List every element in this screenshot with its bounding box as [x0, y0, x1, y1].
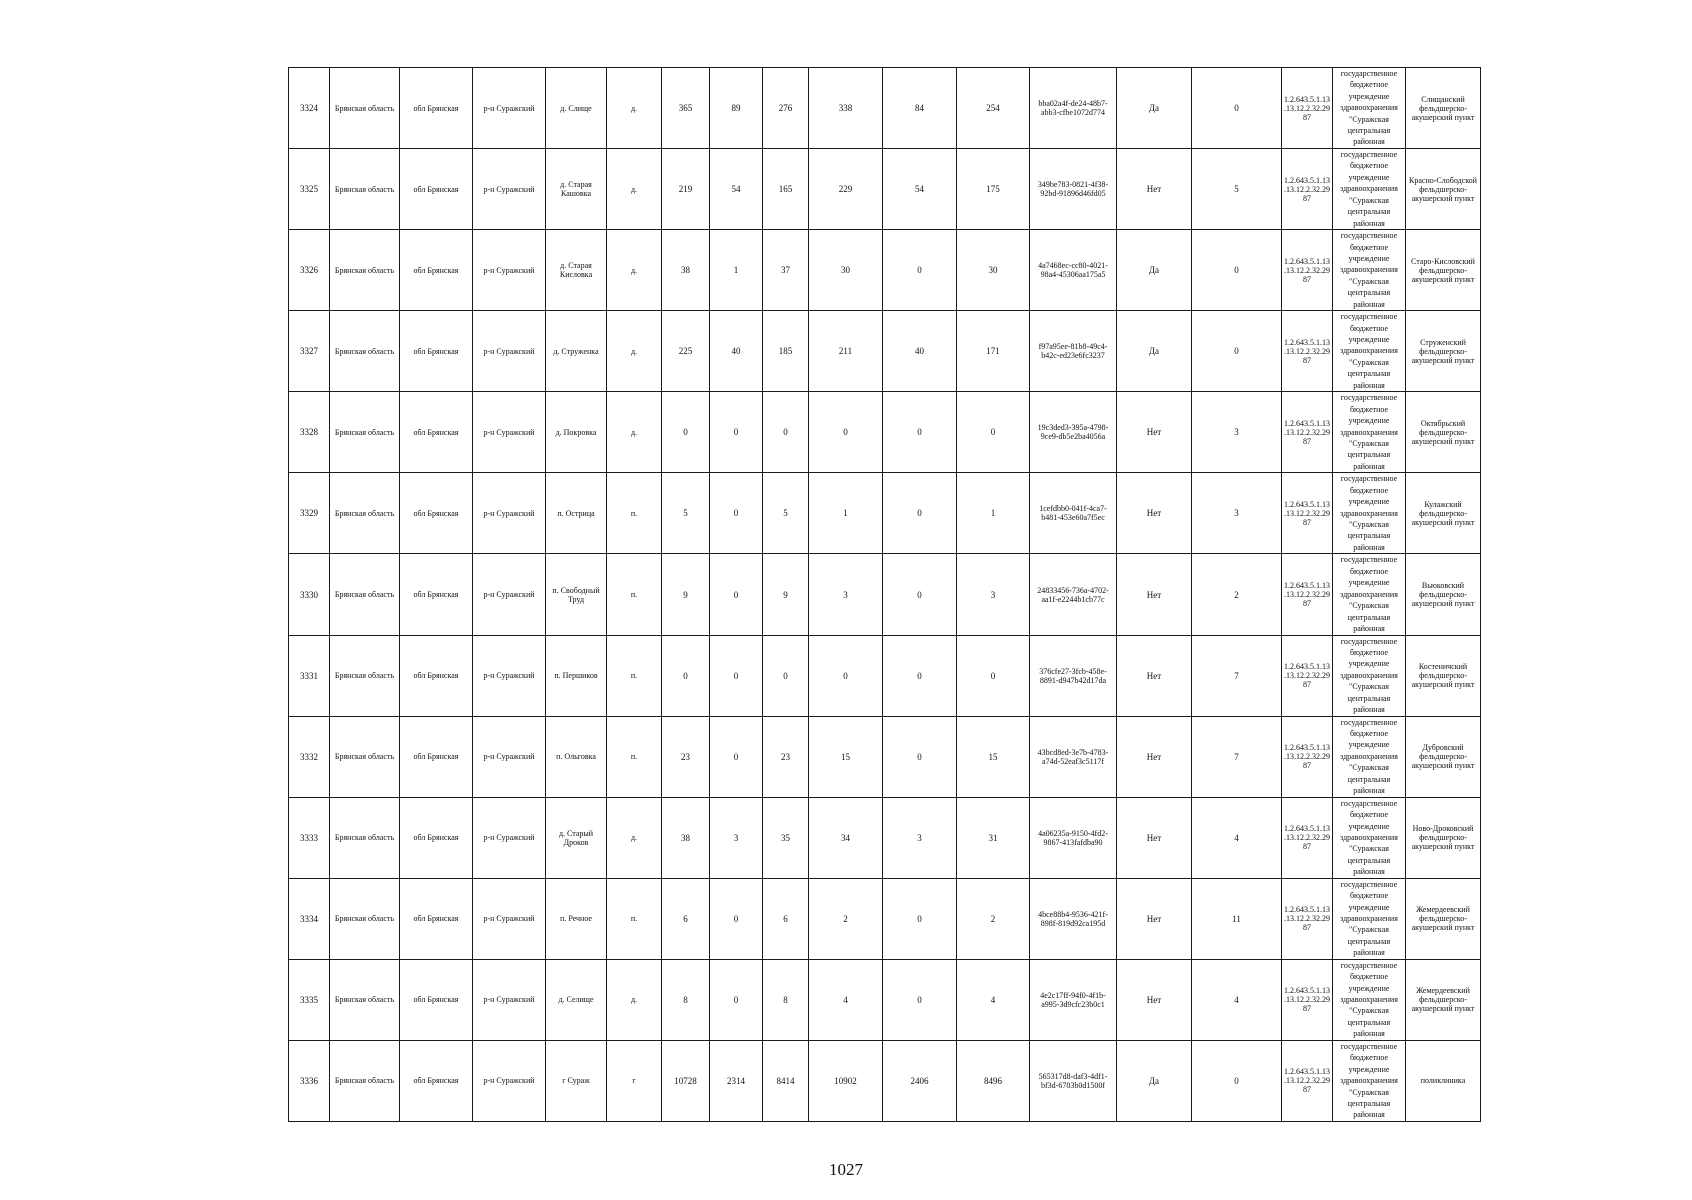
- oid-cell: 1.2.643.5.1.13.13.12.2.32.2987: [1282, 149, 1333, 230]
- facility-cell: Жемердеевский фельдшерско-акушерский пункт: [1406, 959, 1481, 1040]
- table-row: [289, 878, 1481, 959]
- locality-cell: г Сураж: [546, 1040, 607, 1121]
- count-cell: 2: [1192, 554, 1282, 635]
- value-5-cell: 84: [883, 68, 957, 149]
- value-4-cell: 10902: [809, 1040, 883, 1121]
- value-5-cell: 0: [883, 392, 957, 473]
- region-short-cell: обл Брянская: [400, 230, 473, 311]
- row-id: 3336: [289, 1040, 330, 1121]
- district-cell: р-н Суражский: [473, 68, 546, 149]
- count-cell: 4: [1192, 797, 1282, 878]
- value-2-cell: 0: [710, 716, 763, 797]
- locality-cell: п. Свободный Труд: [546, 554, 607, 635]
- flag-cell: Нет: [1117, 473, 1192, 554]
- value-3-cell: 37: [763, 230, 809, 311]
- value-4-cell: 15: [809, 716, 883, 797]
- value-2-cell: 0: [710, 554, 763, 635]
- flag-cell: Нет: [1117, 392, 1192, 473]
- district-cell: р-н Суражский: [473, 554, 546, 635]
- value-4-cell: 1: [809, 473, 883, 554]
- value-6-cell: 2: [957, 878, 1030, 959]
- guid-cell: 4bce88b4-9536-421f-898f-819d92ca195d: [1030, 878, 1117, 959]
- facility-cell: Кулажский фельдшерско-акушерский пункт: [1406, 473, 1481, 554]
- count-cell: 0: [1192, 230, 1282, 311]
- guid-cell: 565317d8-daf3-4df1-bf3d-6703b0d1500f: [1030, 1040, 1117, 1121]
- locality-cell: п. Ольговка: [546, 716, 607, 797]
- count-cell: 0: [1192, 311, 1282, 392]
- organization-cell: государственное бюджетное учреждение здравоохранения "Суражская центральная районная: [1333, 797, 1406, 878]
- guid-cell: 19c3ded3-395a-4798-9ce9-db5e2ba4056a: [1030, 392, 1117, 473]
- region-short-cell: обл Брянская: [400, 392, 473, 473]
- facility-cell: Дубровский фельдшерско-акушерский пункт: [1406, 716, 1481, 797]
- type-cell: д.: [607, 230, 662, 311]
- value-4-cell: 3: [809, 554, 883, 635]
- value-2-cell: 89: [710, 68, 763, 149]
- district-cell: р-н Суражский: [473, 1040, 546, 1121]
- region-cell: Брянская область: [330, 230, 400, 311]
- value-1-cell: 9: [662, 554, 710, 635]
- oid-cell: 1.2.643.5.1.13.13.12.2.32.2987: [1282, 392, 1333, 473]
- region-cell: Брянская область: [330, 311, 400, 392]
- oid-cell: 1.2.643.5.1.13.13.12.2.32.2987: [1282, 230, 1333, 311]
- organization-cell: государственное бюджетное учреждение здравоохранения "Суражская центральная районная: [1333, 392, 1406, 473]
- value-2-cell: 0: [710, 878, 763, 959]
- district-cell: р-н Суражский: [473, 716, 546, 797]
- type-cell: д.: [607, 149, 662, 230]
- region-short-cell: обл Брянская: [400, 1040, 473, 1121]
- organization-cell: государственное бюджетное учреждение здравоохранения "Суражская центральная районная: [1333, 878, 1406, 959]
- type-cell: п.: [607, 716, 662, 797]
- value-5-cell: 3: [883, 797, 957, 878]
- row-id: 3333: [289, 797, 330, 878]
- value-3-cell: 165: [763, 149, 809, 230]
- value-2-cell: 0: [710, 473, 763, 554]
- district-cell: р-н Суражский: [473, 149, 546, 230]
- region-cell: Брянская область: [330, 1040, 400, 1121]
- locality-cell: д. Селище: [546, 959, 607, 1040]
- value-6-cell: 30: [957, 230, 1030, 311]
- value-4-cell: 0: [809, 635, 883, 716]
- facility-cell: Красно-Слободской фельдшерско-акушерский пункт: [1406, 149, 1481, 230]
- data-table-container: [288, 67, 1477, 1121]
- row-id: 3329: [289, 473, 330, 554]
- guid-cell: 43bcd8ed-3e7b-4783-a74d-52eaf3c5117f: [1030, 716, 1117, 797]
- oid-cell: 1.2.643.5.1.13.13.12.2.32.2987: [1282, 716, 1333, 797]
- guid-cell: 1cefdbb0-041f-4ca7-b481-453e60a7f5ec: [1030, 473, 1117, 554]
- value-1-cell: 6: [662, 878, 710, 959]
- value-1-cell: 38: [662, 230, 710, 311]
- value-6-cell: 3: [957, 554, 1030, 635]
- value-2-cell: 2314: [710, 1040, 763, 1121]
- count-cell: 0: [1192, 1040, 1282, 1121]
- locality-cell: д. Старая Кашовка: [546, 149, 607, 230]
- region-short-cell: обл Брянская: [400, 878, 473, 959]
- guid-cell: 349be783-0821-4f38-92bd-91896d46fd05: [1030, 149, 1117, 230]
- region-cell: Брянская область: [330, 878, 400, 959]
- value-4-cell: 211: [809, 311, 883, 392]
- facility-cell: Жемердеевский фельдшерско-акушерский пункт: [1406, 878, 1481, 959]
- value-2-cell: 40: [710, 311, 763, 392]
- count-cell: 11: [1192, 878, 1282, 959]
- value-6-cell: 0: [957, 392, 1030, 473]
- row-id: 3330: [289, 554, 330, 635]
- region-short-cell: обл Брянская: [400, 635, 473, 716]
- organization-cell: государственное бюджетное учреждение здравоохранения "Суражская центральная районная: [1333, 473, 1406, 554]
- region-short-cell: обл Брянская: [400, 473, 473, 554]
- value-5-cell: 0: [883, 716, 957, 797]
- row-id: 3324: [289, 68, 330, 149]
- region-cell: Брянская область: [330, 68, 400, 149]
- locality-cell: д. Слище: [546, 68, 607, 149]
- region-short-cell: обл Брянская: [400, 716, 473, 797]
- region-cell: Брянская область: [330, 959, 400, 1040]
- value-2-cell: 1: [710, 230, 763, 311]
- region-short-cell: обл Брянская: [400, 149, 473, 230]
- flag-cell: Да: [1117, 311, 1192, 392]
- facility-cell: поликлиника: [1406, 1040, 1481, 1121]
- oid-cell: 1.2.643.5.1.13.13.12.2.32.2987: [1282, 878, 1333, 959]
- type-cell: д.: [607, 392, 662, 473]
- flag-cell: Нет: [1117, 149, 1192, 230]
- guid-cell: 376cfe27-3fcb-458e-8891-d947b42d17da: [1030, 635, 1117, 716]
- value-5-cell: 0: [883, 554, 957, 635]
- district-cell: р-н Суражский: [473, 635, 546, 716]
- value-4-cell: 4: [809, 959, 883, 1040]
- region-cell: Брянская область: [330, 797, 400, 878]
- value-3-cell: 276: [763, 68, 809, 149]
- flag-cell: Да: [1117, 1040, 1192, 1121]
- value-2-cell: 54: [710, 149, 763, 230]
- locality-cell: п. Першиков: [546, 635, 607, 716]
- value-2-cell: 3: [710, 797, 763, 878]
- type-cell: п.: [607, 473, 662, 554]
- oid-cell: 1.2.643.5.1.13.13.12.2.32.2987: [1282, 1040, 1333, 1121]
- organization-cell: государственное бюджетное учреждение здравоохранения "Суражская центральная районная: [1333, 554, 1406, 635]
- count-cell: 3: [1192, 473, 1282, 554]
- value-3-cell: 0: [763, 635, 809, 716]
- table-row: [289, 392, 1481, 473]
- value-5-cell: 54: [883, 149, 957, 230]
- value-3-cell: 23: [763, 716, 809, 797]
- row-id: 3326: [289, 230, 330, 311]
- flag-cell: Да: [1117, 68, 1192, 149]
- table-row: [289, 311, 1481, 392]
- region-short-cell: обл Брянская: [400, 797, 473, 878]
- region-short-cell: обл Брянская: [400, 311, 473, 392]
- flag-cell: Нет: [1117, 554, 1192, 635]
- value-5-cell: 0: [883, 959, 957, 1040]
- flag-cell: Да: [1117, 230, 1192, 311]
- locality-cell: д. Старая Кисловка: [546, 230, 607, 311]
- type-cell: п.: [607, 878, 662, 959]
- value-1-cell: 10728: [662, 1040, 710, 1121]
- count-cell: 7: [1192, 716, 1282, 797]
- district-cell: р-н Суражский: [473, 473, 546, 554]
- type-cell: д.: [607, 68, 662, 149]
- value-5-cell: 0: [883, 878, 957, 959]
- region-cell: Брянская область: [330, 716, 400, 797]
- value-6-cell: 171: [957, 311, 1030, 392]
- row-id: 3328: [289, 392, 330, 473]
- organization-cell: государственное бюджетное учреждение здравоохранения "Суражская центральная районная: [1333, 959, 1406, 1040]
- table-row: [289, 1040, 1481, 1121]
- value-1-cell: 365: [662, 68, 710, 149]
- organization-cell: государственное бюджетное учреждение здравоохранения "Суражская центральная районная: [1333, 1040, 1406, 1121]
- locality-cell: д. Покровка: [546, 392, 607, 473]
- flag-cell: Нет: [1117, 716, 1192, 797]
- value-6-cell: 254: [957, 68, 1030, 149]
- district-cell: р-н Суражский: [473, 797, 546, 878]
- settlements-table: [288, 67, 1481, 1122]
- value-3-cell: 0: [763, 392, 809, 473]
- value-6-cell: 8496: [957, 1040, 1030, 1121]
- table-row: [289, 68, 1481, 149]
- guid-cell: bba02a4f-de24-48b7-abb3-cfbe1072d774: [1030, 68, 1117, 149]
- organization-cell: государственное бюджетное учреждение здравоохранения "Суражская центральная районная: [1333, 230, 1406, 311]
- oid-cell: 1.2.643.5.1.13.13.12.2.32.2987: [1282, 554, 1333, 635]
- organization-cell: государственное бюджетное учреждение здравоохранения "Суражская центральная районная: [1333, 311, 1406, 392]
- value-5-cell: 0: [883, 473, 957, 554]
- type-cell: д.: [607, 797, 662, 878]
- flag-cell: Нет: [1117, 959, 1192, 1040]
- guid-cell: 4a7468ec-cc80-4021-98a4-45306aa175a5: [1030, 230, 1117, 311]
- type-cell: г: [607, 1040, 662, 1121]
- value-6-cell: 15: [957, 716, 1030, 797]
- value-1-cell: 219: [662, 149, 710, 230]
- value-6-cell: 0: [957, 635, 1030, 716]
- value-2-cell: 0: [710, 635, 763, 716]
- row-id: 3331: [289, 635, 330, 716]
- value-3-cell: 8: [763, 959, 809, 1040]
- district-cell: р-н Суражский: [473, 878, 546, 959]
- value-6-cell: 31: [957, 797, 1030, 878]
- locality-cell: д. Старый Дроков: [546, 797, 607, 878]
- guid-cell: 4e2c17ff-94f0-4f1b-a995-3d9cfc23b0c1: [1030, 959, 1117, 1040]
- facility-cell: Костеничский фельдшерско-акушерский пункт: [1406, 635, 1481, 716]
- value-6-cell: 1: [957, 473, 1030, 554]
- value-1-cell: 225: [662, 311, 710, 392]
- district-cell: р-н Суражский: [473, 230, 546, 311]
- table-row: [289, 716, 1481, 797]
- oid-cell: 1.2.643.5.1.13.13.12.2.32.2987: [1282, 311, 1333, 392]
- value-3-cell: 185: [763, 311, 809, 392]
- table-row: [289, 797, 1481, 878]
- region-cell: Брянская область: [330, 473, 400, 554]
- value-1-cell: 38: [662, 797, 710, 878]
- guid-cell: 24833456-736a-4702-aa1f-e2244b1cb77c: [1030, 554, 1117, 635]
- value-3-cell: 8414: [763, 1040, 809, 1121]
- district-cell: р-н Суражский: [473, 392, 546, 473]
- oid-cell: 1.2.643.5.1.13.13.12.2.32.2987: [1282, 635, 1333, 716]
- region-short-cell: обл Брянская: [400, 959, 473, 1040]
- value-5-cell: 0: [883, 635, 957, 716]
- value-2-cell: 0: [710, 959, 763, 1040]
- facility-cell: Ново-Дроковский фельдшерско-акушерский пункт: [1406, 797, 1481, 878]
- locality-cell: п. Острица: [546, 473, 607, 554]
- oid-cell: 1.2.643.5.1.13.13.12.2.32.2987: [1282, 959, 1333, 1040]
- guid-cell: 4a06235a-9150-4fd2-9867-413fafdba90: [1030, 797, 1117, 878]
- value-4-cell: 2: [809, 878, 883, 959]
- flag-cell: Нет: [1117, 797, 1192, 878]
- value-5-cell: 40: [883, 311, 957, 392]
- count-cell: 7: [1192, 635, 1282, 716]
- region-cell: Брянская область: [330, 554, 400, 635]
- value-1-cell: 0: [662, 635, 710, 716]
- count-cell: 3: [1192, 392, 1282, 473]
- facility-cell: Струженский фельдшерско-акушерский пункт: [1406, 311, 1481, 392]
- locality-cell: п. Речное: [546, 878, 607, 959]
- table-row: [289, 554, 1481, 635]
- value-3-cell: 5: [763, 473, 809, 554]
- count-cell: 4: [1192, 959, 1282, 1040]
- table-row: [289, 230, 1481, 311]
- region-cell: Брянская область: [330, 392, 400, 473]
- value-1-cell: 5: [662, 473, 710, 554]
- value-5-cell: 2406: [883, 1040, 957, 1121]
- value-1-cell: 23: [662, 716, 710, 797]
- value-6-cell: 4: [957, 959, 1030, 1040]
- table-row: [289, 635, 1481, 716]
- region-short-cell: обл Брянская: [400, 68, 473, 149]
- value-6-cell: 175: [957, 149, 1030, 230]
- value-3-cell: 6: [763, 878, 809, 959]
- table-row: [289, 473, 1481, 554]
- row-id: 3325: [289, 149, 330, 230]
- type-cell: д.: [607, 959, 662, 1040]
- value-2-cell: 0: [710, 392, 763, 473]
- row-id: 3327: [289, 311, 330, 392]
- count-cell: 5: [1192, 149, 1282, 230]
- value-4-cell: 229: [809, 149, 883, 230]
- district-cell: р-н Суражский: [473, 959, 546, 1040]
- row-id: 3334: [289, 878, 330, 959]
- district-cell: р-н Суражский: [473, 311, 546, 392]
- oid-cell: 1.2.643.5.1.13.13.12.2.32.2987: [1282, 797, 1333, 878]
- facility-cell: Вьюковский фельдшерско-акушерский пункт: [1406, 554, 1481, 635]
- guid-cell: f97a95ee-81b8-49c4-b42c-ed23e6fc3237: [1030, 311, 1117, 392]
- value-3-cell: 35: [763, 797, 809, 878]
- value-1-cell: 0: [662, 392, 710, 473]
- value-1-cell: 8: [662, 959, 710, 1040]
- organization-cell: государственное бюджетное учреждение здравоохранения "Суражская центральная районная: [1333, 716, 1406, 797]
- organization-cell: государственное бюджетное учреждение здравоохранения "Суражская центральная районная: [1333, 149, 1406, 230]
- value-4-cell: 0: [809, 392, 883, 473]
- organization-cell: государственное бюджетное учреждение здравоохранения "Суражская центральная районная: [1333, 635, 1406, 716]
- page-number: 1027: [829, 1160, 863, 1179]
- region-cell: Брянская область: [330, 149, 400, 230]
- row-id: 3335: [289, 959, 330, 1040]
- region-short-cell: обл Брянская: [400, 554, 473, 635]
- row-id: 3332: [289, 716, 330, 797]
- facility-cell: Старо-Кисловский фельдшерско-акушерский пункт: [1406, 230, 1481, 311]
- flag-cell: Нет: [1117, 878, 1192, 959]
- value-5-cell: 0: [883, 230, 957, 311]
- table-row: [289, 149, 1481, 230]
- value-4-cell: 30: [809, 230, 883, 311]
- value-3-cell: 9: [763, 554, 809, 635]
- organization-cell: государственное бюджетное учреждение здравоохранения "Суражская центральная районная: [1333, 68, 1406, 149]
- facility-cell: Слищанский фельдшерско-акушерский пункт: [1406, 68, 1481, 149]
- value-4-cell: 338: [809, 68, 883, 149]
- facility-cell: Октябрьский фельдшерско-акушерский пункт: [1406, 392, 1481, 473]
- type-cell: д.: [607, 311, 662, 392]
- oid-cell: 1.2.643.5.1.13.13.12.2.32.2987: [1282, 68, 1333, 149]
- region-cell: Брянская область: [330, 635, 400, 716]
- locality-cell: д. Струженка: [546, 311, 607, 392]
- type-cell: п.: [607, 635, 662, 716]
- count-cell: 0: [1192, 68, 1282, 149]
- oid-cell: 1.2.643.5.1.13.13.12.2.32.2987: [1282, 473, 1333, 554]
- table-row: [289, 959, 1481, 1040]
- value-4-cell: 34: [809, 797, 883, 878]
- type-cell: п.: [607, 554, 662, 635]
- flag-cell: Нет: [1117, 635, 1192, 716]
